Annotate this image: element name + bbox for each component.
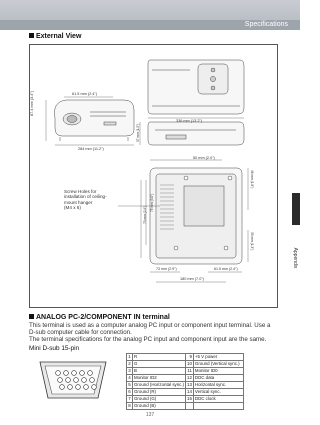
pin-signal: DDC clock [193,396,243,403]
analog-title: ANALOG PC-2/COMPONENT IN terminal [29,314,170,321]
dim-height-front: 87.4 mm (3.4") [30,91,34,116]
pin-number: 5 [128,382,131,387]
section-square-icon [29,314,34,319]
pin-signal [193,403,243,410]
side-label: Appendix [292,247,298,269]
pin-number: 12 [187,375,192,380]
side-view-drawing [148,122,244,145]
screw-note-line: Screw Holes for [64,189,97,194]
dim-b-right: 46 mm (1.8") [250,170,254,189]
table-row [127,382,244,389]
pin-signal: Ground (R) [133,389,186,396]
pin-number [186,403,194,410]
table-row [127,389,244,396]
screw-note-line: installation of ceiling- [64,194,107,200]
screw-note-line: mount hanger [64,199,93,205]
table-row [127,396,244,403]
dim-b-left2: 73 mm (2.9") [143,205,147,224]
pin-number: 14 [187,389,192,394]
pin-signal: R [133,354,186,361]
pin-number: 10 [187,361,192,366]
dsub-connector-icon [36,356,110,404]
pin-number: 2 [128,361,131,366]
top-view-drawing [148,60,244,114]
pin-number: 11 [187,368,192,373]
pin-signal: B [133,368,186,375]
table-row [127,375,244,382]
page-number: 137 [145,412,155,418]
dim-width-bottom: 284 mm (11.2") [78,147,104,151]
table-row [127,354,244,361]
dim-b-left1: 75 mm (3.0") [150,193,154,212]
pin-number: 13 [187,382,192,387]
dim-offset-top: 61.5 mm (2.4") [72,92,97,96]
pin-number: 3 [128,368,131,373]
pin-number: 1 [128,354,131,359]
pin-signal: Monitor ID2 [133,375,186,382]
screw-note [64,189,107,211]
pin-signal: DDC data [193,375,243,382]
pin-number: 7 [128,396,131,401]
dim-b-bottom1: 73 mm (2.9") [156,267,177,271]
pin-table [126,353,244,410]
table-row [127,403,244,410]
pin-number: 8 [128,403,131,408]
analog-paragraph-text-3 [29,336,281,343]
dim-b-bottom2: 61.5 mm (2.4") [214,267,238,271]
paragraph-line: D-sub computer cable for connection. [29,329,132,336]
pin-signal: G [133,361,186,368]
dim-depth-top: 336 mm (13.2") [176,119,203,123]
paragraph-line: This terminal is used as a computer analog PC input or component input terminal. Use a [29,322,271,329]
pin-number: 9 [186,354,194,361]
pin-signal: Ground (Horizontal sync.) [134,382,185,387]
dim-b-top: 50 mm (2.0") [193,156,215,160]
pin-signal: Vertical sync. [193,389,243,396]
pin-signal: +5 V power [193,354,243,361]
table-row [127,368,244,375]
pin-signal: Monitor ID0 [193,368,243,375]
pin-signal: Horizontal sync. [193,382,243,389]
pin-number: 4 [128,375,131,380]
external-view-title: External View [29,33,81,40]
header-title: Specifications [244,21,288,28]
dim-b-bottom3: 180 mm (7.0") [180,277,204,281]
screw-note-line: (M4 x 6) [64,205,81,211]
front-view-drawing [54,100,134,141]
pin-number: 15 [187,396,192,401]
paragraph-line: The terminal specifications for the analog PC input and component input are the same. [29,336,267,343]
dim-b-right2: 33 mm (1.3") [250,232,254,251]
dim-side-height: 37 mm (1.5") [136,123,140,142]
pin-number: 6 [128,389,131,394]
table-row [127,361,244,368]
pin-signal: Ground (G) [133,396,186,403]
connector-subhead: Mini D-sub 15-pin [29,345,80,352]
pin-signal: Ground (Vertical sync.) [193,361,243,368]
pin-signal: Ground (B) [133,403,186,410]
bottom-view-drawing [150,168,242,264]
